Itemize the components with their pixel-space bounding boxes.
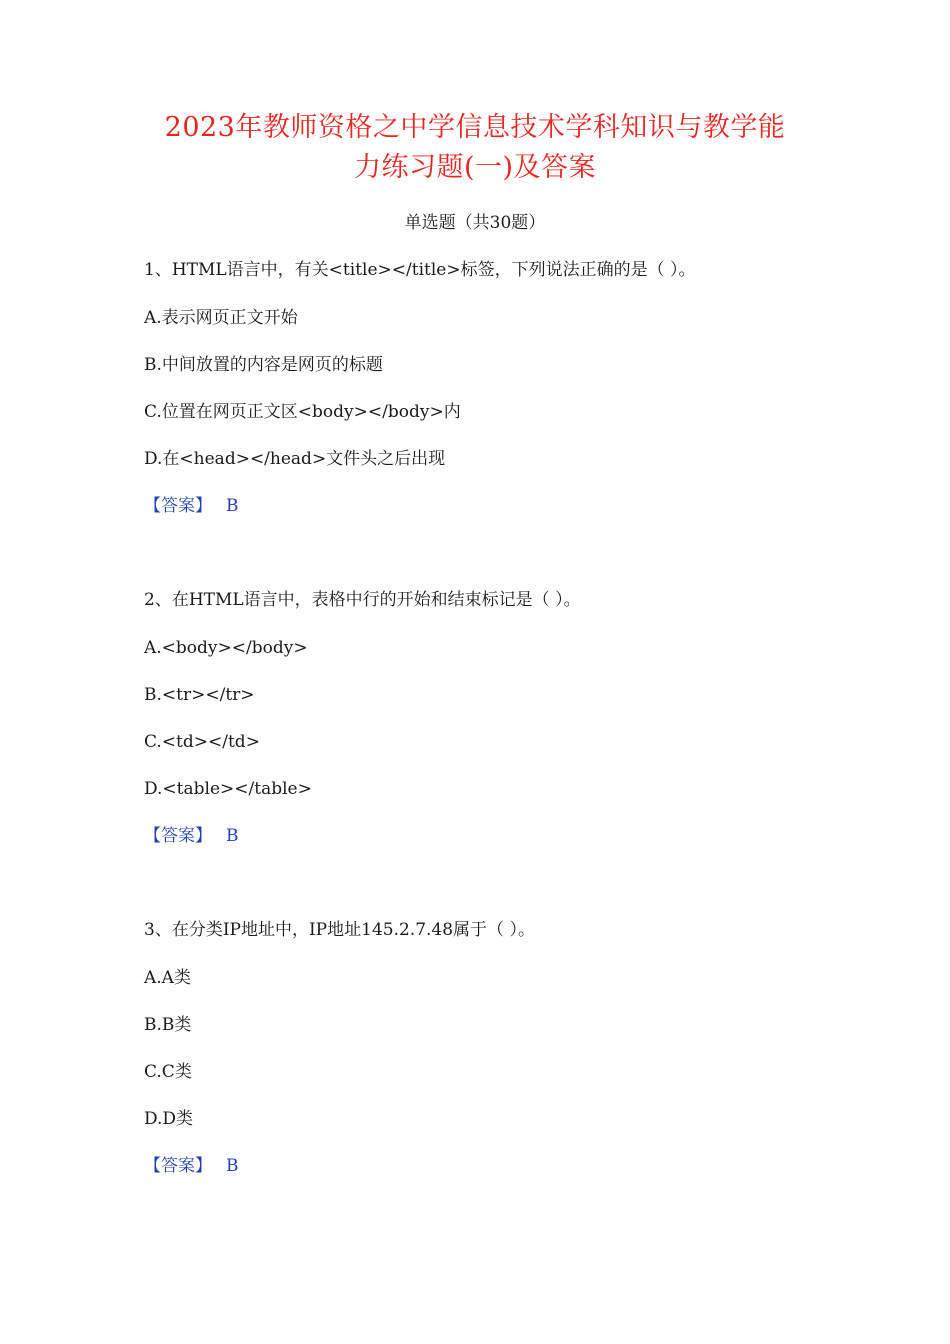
question-3-stem: 3、在分类IP地址中，IP地址145.2.7.48属于（ ）。 bbox=[144, 920, 535, 940]
question-1-stem: 1、HTML语言中，有关<title></title>标签，下列说法正确的是（ ）。 bbox=[144, 260, 696, 280]
question-1-option-d: D.在<head></head>文件头之后出现 bbox=[144, 449, 446, 469]
answer-tag: 【答案】 bbox=[144, 496, 212, 516]
question-2-option-c: C.<td></td> bbox=[144, 732, 260, 752]
question-2-answer bbox=[144, 824, 239, 848]
answer-tag: 【答案】 bbox=[144, 826, 212, 846]
question-2-option-b: B.<tr></tr> bbox=[144, 685, 255, 705]
answer-value: B bbox=[226, 826, 239, 846]
title-line-1: 2023年教师资格之中学信息技术学科知识与教学能 bbox=[164, 112, 786, 143]
title-line-2: 力练习题(一)及答案 bbox=[353, 152, 597, 183]
question-3-option-b: B.B类 bbox=[144, 1015, 192, 1035]
question-1-option-c: C.位置在网页正文区<body></body>内 bbox=[144, 402, 461, 422]
question-1-answer bbox=[144, 494, 239, 518]
question-1-option-b: B.中间放置的内容是网页的标题 bbox=[144, 355, 383, 375]
answer-value: B bbox=[226, 496, 239, 516]
question-1-option-a: A.表示网页正文开始 bbox=[144, 308, 298, 328]
answer-value: B bbox=[226, 1156, 239, 1176]
question-2-stem: 2、在HTML语言中，表格中行的开始和结束标记是（ ）。 bbox=[144, 590, 581, 610]
question-2-option-d: D.<table></table> bbox=[144, 779, 312, 799]
question-3-option-c: C.C类 bbox=[144, 1062, 192, 1082]
question-3-option-d: D.D类 bbox=[144, 1109, 194, 1129]
question-3-answer bbox=[144, 1154, 239, 1178]
document-title bbox=[120, 108, 830, 188]
answer-tag: 【答案】 bbox=[144, 1156, 212, 1176]
question-2-option-a: A.<body></body> bbox=[144, 638, 308, 658]
question-3-option-a: A.A类 bbox=[144, 968, 191, 988]
section-header: 单选题（共30题） bbox=[404, 213, 546, 233]
